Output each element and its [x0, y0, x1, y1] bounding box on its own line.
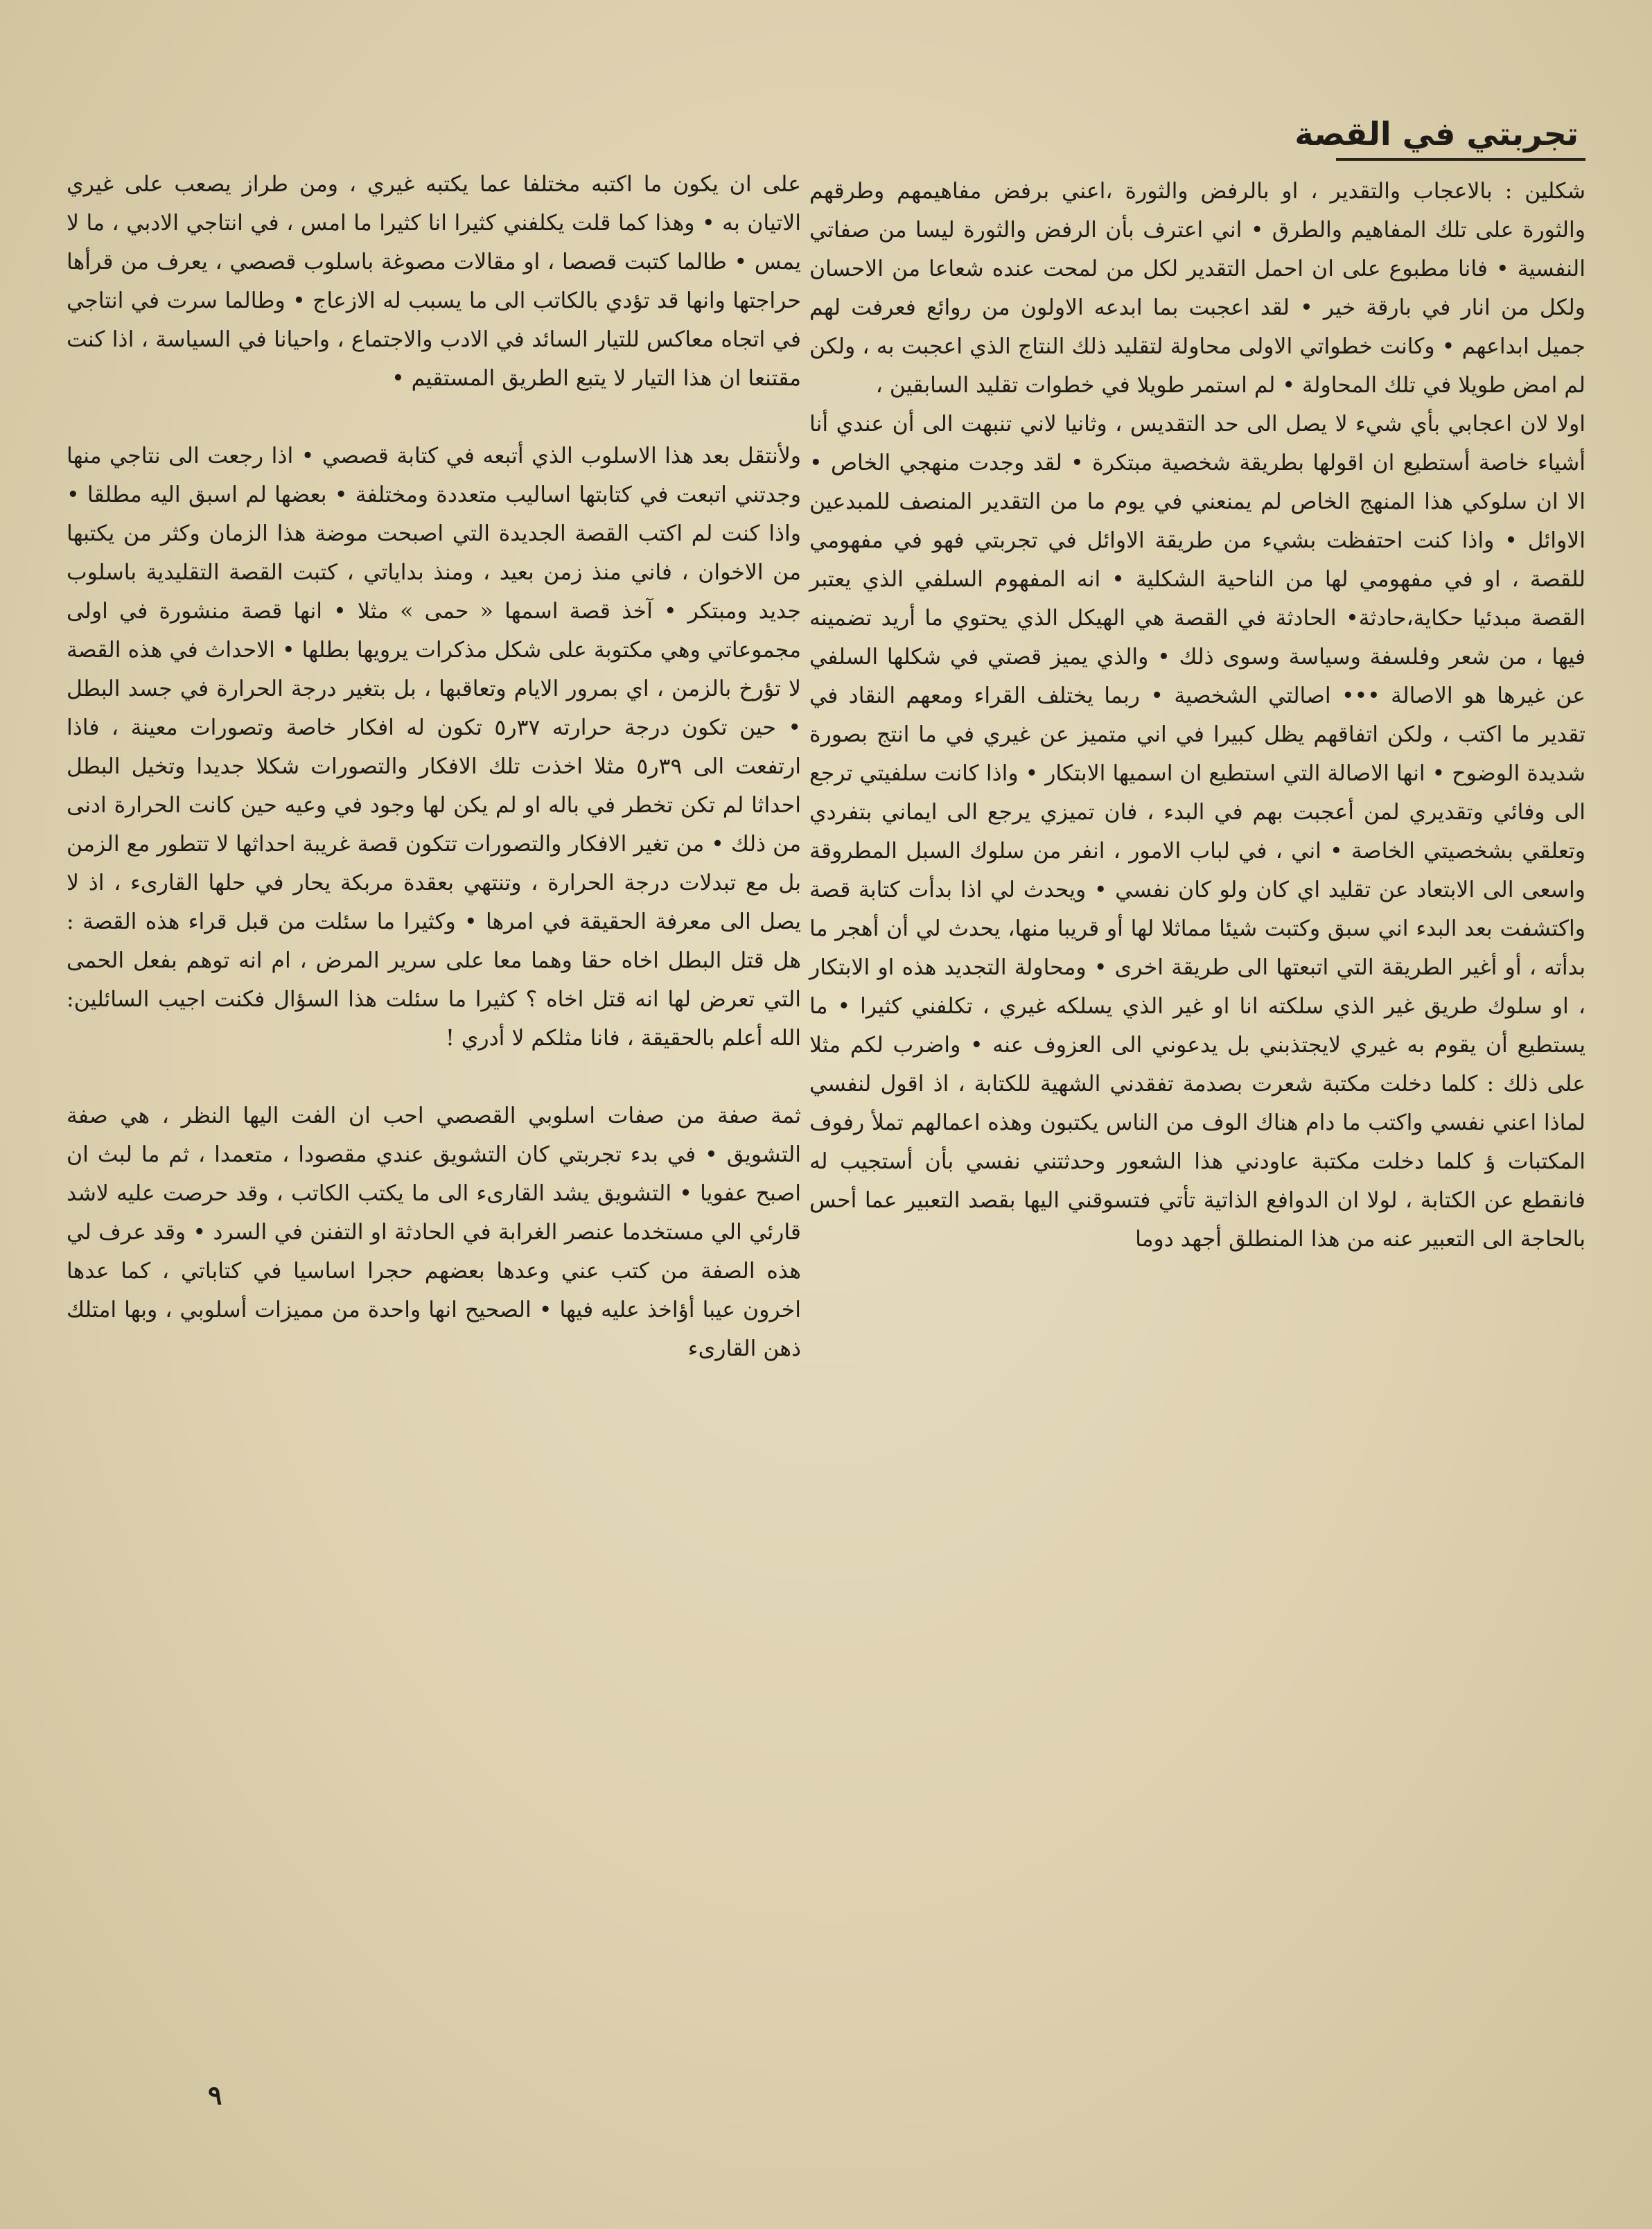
left-text-column: [67, 165, 801, 1368]
paragraph: ولأنتقل بعد هذا الاسلوب الذي أتبعه في كتابة قصصي • اذا رجعت الى نتاجي منها وجدتني اتبعت في كتابتها اساليب متعددة ومختلفة • بعضها لم اسبق اليه مطلقا • واذا كنت لم اكتب القصة الجديدة التي اصبحت موضة هذا الزمان وكثر من يكتبها من الاخوان ، فاني منذ زمن بعيد ، ومنذ بداياتي ، كتبت القصة التقليدية باسلوب جديد ومبتكر • آخذ قصة اسمها « حمى » مثلا • انها قصة منشورة في اولى مجموعاتي وهي مكتوبة على شكل مذكرات يرويها بطلها • الاحداث في هذه القصة لا تؤرخ بالزمن ، اي بمرور الايام وتعاقبها ، بل بتغير درجة الحرارة في جسد البطل • حين تكون درجة حرارته ٣٧ر٥ تكون له افكار خاصة وتصورات معينة ، فاذا ارتفعت الى ٣٩ر٥ مثلا اخذت تلك الافكار والتصورات شكلا جديدا وتخيل البطل احداثا لم تكن تخطر في باله او لم يكن لها وجود في وعيه حين كانت الحرارة ادنى من ذلك • من تغير الافكار والتصورات تتكون قصة غريبة احداثها لا تتطور مع الزمن بل مع تبدلات درجة الحرارة ، وتنتهي بعقدة مربكة يحار في حلها القارىء ، اذ لا يصل الى معرفة الحقيقة في امرها • وكثيرا ما سئلت من قبل قراء هذه القصة : هل قتل البطل اخاه حقا وهما معا على سرير المرض ، ام انه توهم بفعل الحمى التي تعرض لها انه قتل اخاه ؟ كثيرا ما سئلت هذا السؤال فكنت اجيب السائلين: الله أعلم بالحقيقة ، فانا مثلكم لا أدري !: [67, 444, 801, 1051]
paragraph: شكلين : بالاعجاب والتقدير ، او بالرفض والثورة ،اعني برفض مفاهيمهم وطرقهم والثورة على تلك المفاهيم والطرق • اني اعترف بأن الرفض والثورة ليسا من صفاتي النفسية • فانا مطبوع على ان احمل التقدير لكل من لمحت عنده شعاعا من الاحسان ولكل من انار في بارقة خير • لقد اعجبت بما ابدعه الاولون من روائع فعرفت لهم جميل ابداعهم • وكانت خطواتي الاولى محاولة لتقليد ذلك النتاج الذي اعجبت به ، ولكن لم امض طويلا في تلك المحاولة • لم استمر طويلا في خطوات تقليد السابقين ،: [809, 179, 1585, 398]
page-number: ٩: [208, 2079, 222, 2110]
article-header: [816, 110, 1585, 161]
title-underline: [1336, 158, 1585, 161]
paragraph: ثمة صفة من صفات اسلوبي القصصي احب ان الفت اليها النظر ، هي صفة التشويق • في بدء تجربتي كان التشويق عندي مقصودا ، متعمدا ، ثم ما لبث ان اصبح عفويا • التشويق يشد القارىء الى ما يكتب الكاتب ، وقد حرصت عليه لاشد قارئي الي مستخدما عنصر الغرابة في الحادثة او التفنن في السرد • وقد عرف لي هذه الصفة من كتب عني وعدها بعضهم حجرا اساسيا في كتاباتي ، كما عدها اخرون عيبا أؤاخذ عليه فيها • الصحيح انها واحدة من مميزات أسلوبي ، وبها امتلك ذهن القارىء: [67, 1103, 801, 1361]
article-title: تجربتي في القصة: [1294, 115, 1579, 152]
paragraph: على ان يكون ما اكتبه مختلفا عما يكتبه غيري ، ومن طراز يصعب على غيري الاتيان به • وهذا كما قلت يكلفني كثيرا انا كثيرا ما امس ، في انتاجي الادبي ، ما لا يمس • طالما كتبت قصصا ، او مقالات مصوغة باسلوب قصصي ، يعرف من قرأها حراجتها وانها قد تؤدي بالكاتب الى ما يسبب له الازعاج • وطالما سرت في انتاجي في اتجاه معاكس للتيار السائد في الادب والاجتماع ، واحيانا في السياسة ، اذا كنت مقتنعا ان هذا التيار لا يتبع الطريق المستقيم •: [67, 172, 801, 391]
paragraph-gap: [67, 398, 801, 437]
paragraph: اولا لان اعجابي بأي شيء لا يصل الى حد التقديس ، وثانيا لاني تنبهت الى أن عندي أنا أشياء خاصة أستطيع ان اقولها بطريقة شخصية مبتكرة • لقد وجدت منهجي الخاص • الا ان سلوكي هذا المنهج الخاص لم يمنعني في يوم ما من التقدير المنصف للمبدعين الاوائل • واذا كنت احتفظت بشيء من طريقة الاوائل في تجربتي فهو في مفهومي للقصة ، او في مفهومي لها من الناحية الشكلية • انه المفهوم السلفي الذي يعتبر القصة مبدئيا حكاية،حادثة• الحادثة في القصة هي الهيكل الذي يحتوي ما أريد تضمينه فيها ، من شعر وفلسفة وسياسة وسوى ذلك • والذي يميز قصتي في شكلها السلفي عن غيرها هو الاصالة ••• اصالتي الشخصية • ربما يختلف القراء ومعهم النقاد في تقدير ما اكتب ، ولكن اتفاقهم يظل كبيرا في اني متميز عن غيري في ما انتج بصورة شديدة الوضوح • انها الاصالة التي استطيع ان اسميها الابتكار • واذا كانت سلفيتي ترجع الى وفائي وتقديري لمن أعجبت بهم في البدء ، فان تميزي يرجع الى ايماني بتفردي وتعلقي بشخصيتي الخاصة • اني ، في لباب الامور ، انفر من سلوك السبل المطروقة واسعى الى الابتعاد عن تقليد اي كان ولو كان نفسي • ويحدث لي اذا بدأت كتابة قصة واكتشفت بعد البدء اني سبق وكتبت شيئا مماثلا لها أو قريبا منها، يحدث لي أن أهجر ما بدأته ، أو أغير الطريقة التي اتبعتها الى طريقة اخرى • ومحاولة التجديد هذه او الابتكار ، او سلوك طريق غير الذي سلكته انا او غير الذي يسلكه غيري ، تكلفني كثيرا • ما يستطيع أن يقوم به غيري لايجتذبني بل يدعوني الى العزوف عنه • واضرب لكم مثلا على ذلك : كلما دخلت مكتبة شعرت بصدمة تفقدني الشهية للكتابة ، اذ اقول لنفسي لماذا اعني نفسي واكتب ما دام هناك الوف من الناس يكتبون وهذه اعمالهم تملأ رفوف المكتبات ؤ كلما دخلت مكتبة عاودني هذا الشعور وحدثتني نفسي بأن أستجيب له فانقطع عن الكتابة ، لولا ان الدوافع الذاتية تأتي فتسوقني اليها بقصد التعبير عما أحس بالحاجة الى التعبير عنه من هذا المنطلق أجهد دوما: [809, 412, 1585, 1252]
paragraph-gap: [67, 1058, 801, 1096]
right-text-column: [809, 172, 1585, 1259]
